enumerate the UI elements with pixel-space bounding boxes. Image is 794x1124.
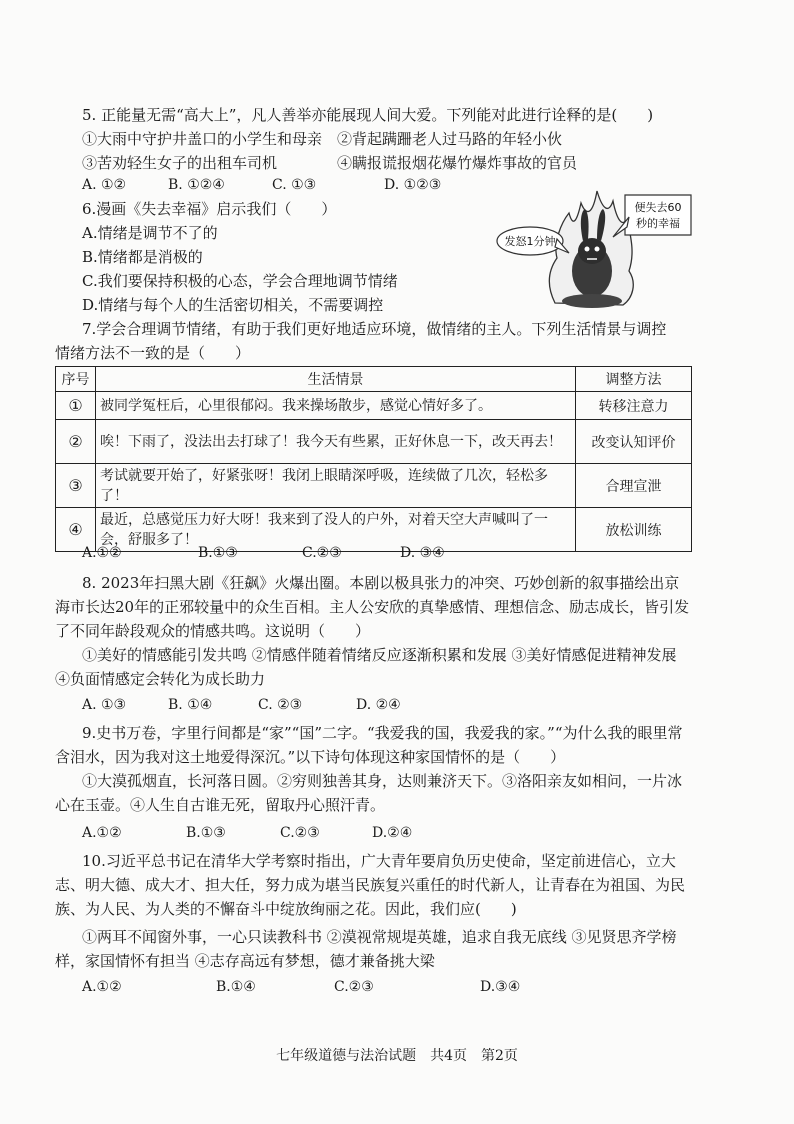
q5-options [82, 174, 502, 196]
table-header-no: 序号 [56, 367, 96, 392]
q8-option-a[interactable]: A. ①③ [82, 697, 127, 713]
angry-rabbit-cartoon-icon [495, 183, 695, 313]
table-cell-method: 合理宣泄 [576, 464, 692, 508]
table-cell-scene: 最近，总感觉压力好大呀！我来到了没人的户外，对着天空大声喊叫了一会，舒服多了！ [96, 508, 576, 552]
q6-option-a[interactable]: A.情绪是调节不了的 [82, 224, 218, 242]
table-row [56, 420, 692, 464]
cartoon-left-label: 发怒1分钟 [504, 235, 556, 248]
q8-items: ①美好的情感能引发共鸣 ②情感伴随着情绪反应逐渐积累和发展 ③美好情感促进精神发展 ④负面情感定会转化为成长助力 [55, 646, 677, 688]
table-cell-scene: 被同学冤枉后，心里很郁闷。我来操场散步，感觉心情好多了。 [96, 392, 576, 420]
table-header-method: 调整方法 [576, 367, 692, 392]
q5-option-b[interactable]: B. ①②④ [168, 177, 225, 193]
q7-stem-line1: 7.学会合理调节情绪，有助于我们更好地适应环境，做情绪的主人。下列生活情景与调控 [82, 320, 667, 338]
q7-option-b[interactable]: B.①③ [198, 545, 238, 561]
q8-option-b[interactable]: B. ①④ [168, 697, 213, 713]
cartoon-lose-happiness [495, 183, 695, 313]
q9-option-c[interactable]: C.②③ [280, 825, 320, 841]
q8-option-c[interactable]: C. ②③ [258, 697, 303, 713]
q6-option-d[interactable]: D.情绪与每个人的生活密切相关，不需要调控 [82, 296, 384, 314]
table-cell-no: ① [56, 392, 96, 420]
page-footer: 七年级道德与法治试题 共4页 第2页 [276, 1048, 518, 1064]
q6-stem: 6.漫画《失去幸福》启示我们（ ） [82, 200, 337, 218]
q7-stem-line2: 情绪方法不一致的是（ ） [55, 344, 251, 362]
q5-items-line1: ①大雨中守护井盖口的小学生和母亲 ②背起蹒跚老人过马路的年轻小伙 [82, 130, 563, 148]
q5-stem: 5. 正能量无需“高大上”，凡人善举亦能展现人间大爱。下列能对此进行诠释的是( ) [82, 106, 654, 124]
q9-option-d[interactable]: D.②④ [372, 825, 413, 841]
q5-option-a[interactable]: A. ①② [82, 177, 127, 193]
q9-items: ①大漠孤烟直，长河落日圆。②穷则独善其身，达则兼济天下。③洛阳亲友如相问，一片冰心在玉壶。④人生自古谁无死，留取丹心照汗青。 [55, 772, 683, 814]
table-cell-scene: 唉！下雨了，没法出去打球了！我今天有些累，正好休息一下，改天再去！ [96, 420, 576, 464]
q10-option-b[interactable]: B.①④ [216, 979, 256, 995]
q10-option-c[interactable]: C.②③ [334, 979, 374, 995]
table-row [56, 392, 692, 420]
q9-option-b[interactable]: B.①③ [186, 825, 226, 841]
q7-option-c[interactable]: C.②③ [302, 545, 342, 561]
table-header-row [56, 367, 692, 392]
cartoon-right-label-line1: 便失去60 [634, 201, 682, 214]
q5-option-c[interactable]: C. ①③ [272, 177, 317, 193]
q10-option-d[interactable]: D.③④ [480, 979, 521, 995]
q10-option-a[interactable]: A.①② [82, 979, 122, 995]
table-cell-method: 转移注意力 [576, 392, 692, 420]
q10-items: ①两耳不闻窗外事，一心只读教科书 ②漠视常规堤英雄，追求自我无底线 ③见贤思齐学榜样，家国情怀有担当 ④志存高远有梦想，德才兼备挑大梁 [55, 928, 677, 970]
table-header-scene: 生活情景 [96, 367, 576, 392]
q9-options [82, 822, 502, 844]
table-cell-no: ④ [56, 508, 96, 552]
q6-option-c[interactable]: C.我们要保持积极的心态，学会合理地调节情绪 [82, 272, 398, 290]
q9-stem: 9.史书万卷，字里行间都是“家”“国”二字。“我爱我的国，我爱我的家。”“为什么我的眼里常含泪水，因为我对这土地爱得深沉。”以下诗句体现这种家国情怀的是（ ） [55, 724, 683, 766]
q6-option-b[interactable]: B.情绪都是消极的 [82, 248, 203, 266]
q7-options [82, 542, 502, 564]
q8-option-d[interactable]: D. ②④ [356, 697, 401, 713]
table-cell-no: ③ [56, 464, 96, 508]
q7-option-a[interactable]: A.①② [82, 545, 122, 561]
q8-stem: 8. 2023年扫黑大剧《狂飙》火爆出圈。本剧以极具张力的冲突、巧妙创新的叙事描绘出京海市长达20年的正邪较量中的众生百相。主人公安欣的真挚感情、理想信念、励志成长，皆引发了不同年龄段观众的情感共鸣。这说明（ ） [55, 574, 690, 640]
table-cell-scene: 考试就要开始了，好紧张呀！我闭上眼睛深呼吸，连续做了几次，轻松多了！ [96, 464, 576, 508]
q8-options [82, 694, 502, 716]
table-row [56, 464, 692, 508]
table-cell-method: 放松训练 [576, 508, 692, 552]
q7-table [55, 366, 692, 552]
q5-option-d[interactable]: D. ①②③ [384, 177, 442, 193]
q10-stem: 10.习近平总书记在清华大学考察时指出，广大青年要肩负历史使命，坚定前进信心，立大志、明大德、成大才、担大任，努力成为堪当民族复兴重任的时代新人，让青春在为祖国、为民族、为人民、为人类的不懈奋斗中绽放绚丽之花。因此，我们应( ) [55, 852, 686, 918]
q9-option-a[interactable]: A.①② [82, 825, 122, 841]
q5-items-line2: ③苦劝轻生女子的出租车司机 ④瞒报谎报烟花爆竹爆炸事故的官员 [82, 154, 578, 172]
q10-options [82, 976, 542, 998]
table-cell-method: 改变认知评价 [576, 420, 692, 464]
q7-option-d[interactable]: D. ③④ [400, 545, 445, 561]
table-cell-no: ② [56, 420, 96, 464]
cartoon-right-label-line2: 秒的幸福 [636, 217, 680, 230]
